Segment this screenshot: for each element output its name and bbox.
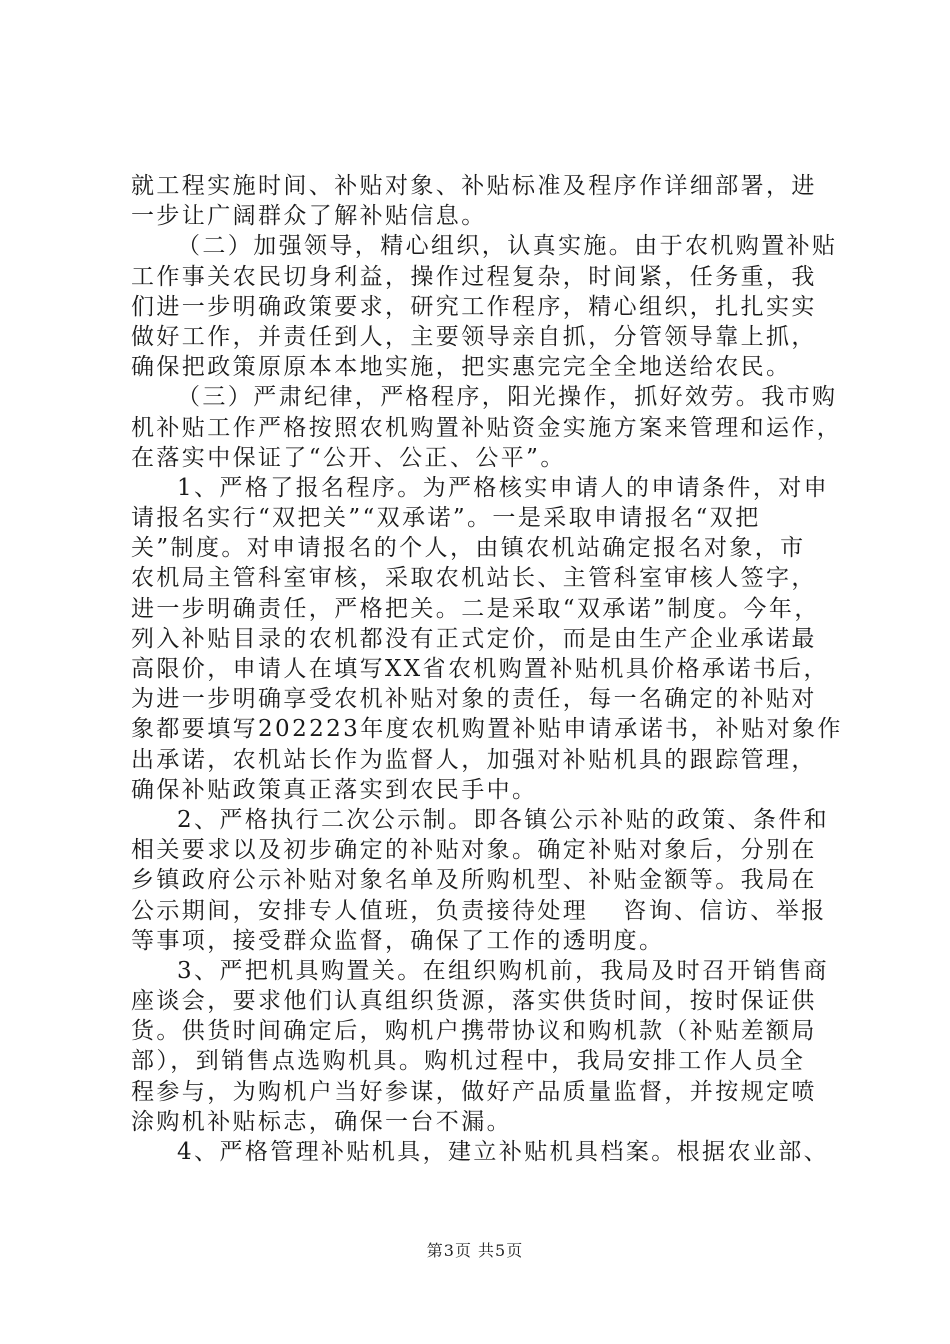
body-text — [131, 171, 843, 1167]
text-line: 程参与，为购机户当好参谋，做好产品质量监督，并按规定喷 — [131, 1078, 817, 1105]
text-line: 货。供货时间确定后，购机户携带协议和购机款（补贴差额局 — [131, 1018, 817, 1045]
text-line: 部），到销售点选购机具。购机过程中，我局安排工作人员全 — [131, 1048, 806, 1075]
paragraph-start-line: 4、严格管理补贴机具，建立补贴机具档案。根据农业部、 — [177, 1139, 830, 1165]
text-line: 为进一步明确享受农机补贴对象的责任，每一名确定的补贴对 — [131, 686, 817, 713]
text-line: 确保把政策原原本本地实施，把实惠完完全全地送给农民。 — [131, 354, 792, 381]
text-line: 高限价，申请人在填写XX省农机购置补贴机具价格承诺书后， — [131, 656, 829, 682]
text-line: 列入补贴目录的农机都没有正式定价，而是由生产企业承诺最 — [131, 625, 817, 652]
text-line: 工作事关农民切身利益，操作过程复杂，时间紧，任务重，我 — [131, 263, 817, 290]
text-line: 象都要填写202223年度农机购置补贴申请承诺书，补贴对象作 — [131, 716, 843, 743]
text-line: 关”制度。对申请报名的个人，由镇农机站确定报名对象，市 — [131, 535, 806, 562]
text-line: 公示期间，安排专人值班，负责接待处理 咨询、信访、举报 — [131, 897, 827, 924]
paragraph-start-line: （三）严肃纪律，严格程序，阳光操作，抓好效劳。我市购 — [177, 384, 838, 411]
text-line: 等事项，接受群众监督，确保了工作的透明度。 — [131, 927, 665, 954]
paragraph-start-line: 3、严把机具购置关。在组织购机前，我局及时召开销售商 — [177, 957, 830, 984]
page-footer — [0, 1241, 950, 1261]
text-line: 机补贴工作严格按照农机购置补贴资金实施方案来管理和运作， — [131, 414, 843, 441]
text-line: 相关要求以及初步确定的补贴对象。确定补贴对象后，分别在 — [131, 837, 817, 864]
text-line: 请报名实行“双把关”“双承诺”。一是采取申请报名“双把 — [131, 505, 761, 532]
text-line: 就工程实施时间、补贴对象、补贴标准及程序作详细部署，进 — [131, 173, 817, 199]
text-line: 做好工作，并责任到人，主要领导亲自抓，分管领导靠上抓， — [131, 323, 817, 350]
text-line: 们进一步明确政策要求，研究工作程序，精心组织，扎扎实实 — [131, 293, 817, 320]
text-line: 乡镇政府公示补贴对象名单及所购机型、补贴金额等。我局在 — [131, 867, 817, 894]
text-line: 进一步明确责任，严格把关。二是采取“双承诺”制度。今年， — [131, 595, 820, 622]
text-line: 出承诺，农机站长作为监督人，加强对补贴机具的跟踪管理， — [131, 746, 817, 773]
text-line: 一步让广阔群众了解补贴信息。 — [131, 203, 487, 230]
text-line: 确保补贴政策真正落实到农民手中。 — [131, 776, 538, 803]
page-number: 第3页 共5页 — [426, 1241, 524, 1260]
text-line: 座谈会，要求他们认真组织货源，落实供货时间，按时保证供 — [131, 988, 817, 1015]
text-line: 涂购机补贴标志，确保一台不漏。 — [131, 1108, 512, 1135]
text-line: 在落实中保证了“公开、公正、公平”。 — [131, 444, 566, 471]
paragraph-start-line: 1、严格了报名程序。为严格核实申请人的申请条件，对申 — [177, 474, 830, 501]
paragraph-start-line: 2、严格执行二次公示制。即各镇公示补贴的政策、条件和 — [177, 806, 830, 833]
paragraph-start-line: （二）加强领导，精心组织，认真实施。由于农机购置补贴 — [177, 233, 838, 260]
text-line: 农机局主管科室审核，采取农机站长、主管科室审核人签字， — [131, 565, 817, 592]
